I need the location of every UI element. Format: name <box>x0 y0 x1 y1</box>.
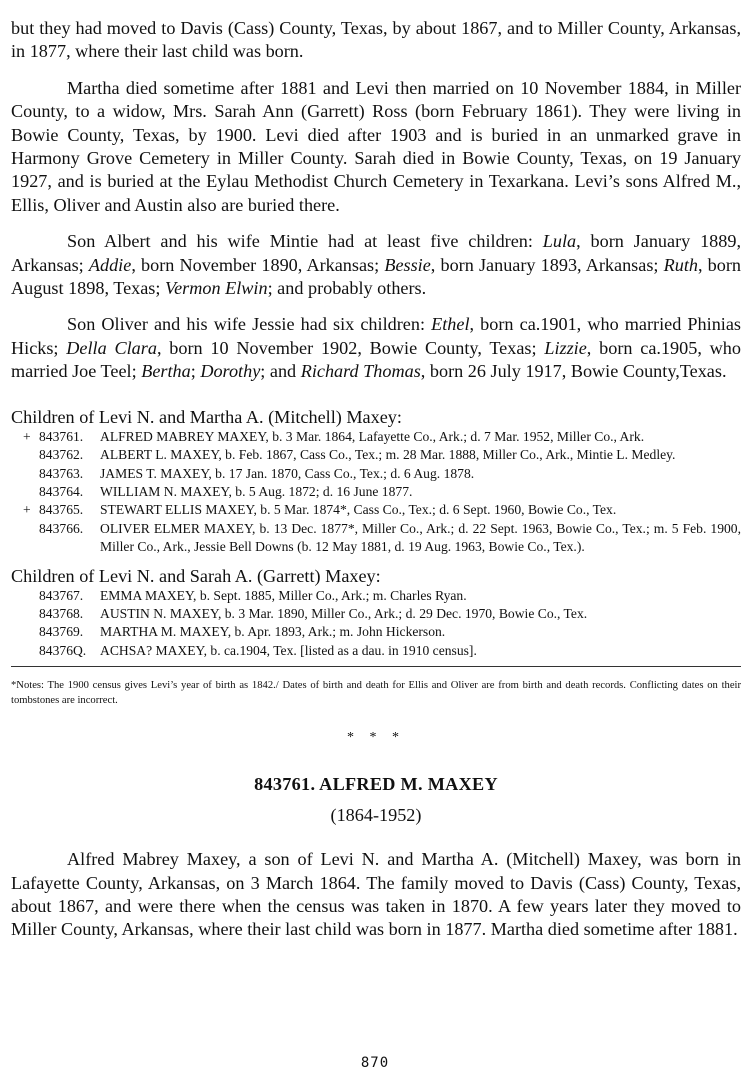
descendant-marker: + <box>23 428 31 444</box>
child-entry <box>11 483 741 501</box>
child-number: 843765. <box>39 502 84 518</box>
descendant-marker: + <box>23 502 31 518</box>
children-martha-title: Children of Levi N. and Martha A. (Mitchell) Maxey: <box>11 406 402 427</box>
child-entry <box>11 428 741 446</box>
section-separator: * * * <box>347 730 405 746</box>
section-dates: (1864-1952) <box>330 805 422 826</box>
intro-paragraph-continued: but they had moved to Davis (Cass) County, Texas, by about 1867, and to Miller County, Arkansas, in 1877, where their last child was born. <box>11 18 741 62</box>
notes-divider <box>11 666 741 667</box>
child-text: EMMA MAXEY, b. Sept. 1885, Miller Co., Ark.; m. Charles Ryan. <box>100 587 467 603</box>
text-run: , born 26 July 1917, Bowie County,Texas. <box>420 361 727 382</box>
child-name: Lula <box>542 231 577 252</box>
section-heading: 843761. ALFRED M. MAXEY <box>254 774 498 795</box>
text-run: , born ca.1901, who married Phinias Hicks; <box>11 314 741 358</box>
footnote: *Notes: The 1900 census gives Levi’s year of birth as 1842./ Dates of birth and death for Ellis and Oliver are from birth and death records. Conflicting dates on their tombstones are incorrect. <box>11 680 741 706</box>
child-number: 843769. <box>39 624 84 640</box>
child-text: MARTHA M. MAXEY, b. Apr. 1893, Ark.; m. John Hickerson. <box>100 624 446 640</box>
child-text: JAMES T. MAXEY, b. 17 Jan. 1870, Cass Co., Tex.; d. 6 Aug. 1878. <box>100 465 475 481</box>
child-number: 843766. <box>39 520 84 536</box>
child-name: Lizzie <box>544 337 587 358</box>
text-run: ; and <box>260 361 301 382</box>
child-number: 843768. <box>39 605 84 621</box>
child-name: Vermon Elwin <box>165 278 268 299</box>
text-run: Son Oliver and his wife Jessie had six children: <box>67 314 432 335</box>
document-page <box>11 0 741 942</box>
child-text: OLIVER ELMER MAXEY, b. 13 Dec. 1877*, Miller Co., Ark.; d. 22 Sept. 1963, Bowie Co., Tex.; m. 5 Feb. 1900, Miller Co., Ark., Jessie Bell Downs (b. 12 May 1881, d. 19 Aug. 1963, Bowie Co., Tex.). <box>100 520 741 555</box>
text-run: , born November 1890, Arkansas; <box>131 254 385 275</box>
child-entry <box>11 501 741 519</box>
text-run: , born ca.1905, who married Joe Teel; <box>11 337 741 382</box>
section-paragraph: Alfred Mabrey Maxey, a son of Levi N. and Martha A. (Mitchell) Maxey, was born in Lafayette County, Arkansas, on 3 March 1864. The family moved to Davis (Cass) County, Texas, about 1867, and were there when the census was taken in 1870. A few years later they moved to Miller County, Arkansas, where their last child was born in 1877. Martha died sometime after 1881. <box>11 849 741 940</box>
child-number: 843761. <box>39 428 84 444</box>
intro-paragraph-martha: Martha died sometime after 1881 and Levi then married on 10 November 1884, in Miller County, to a widow, Mrs. Sarah Ann (Garrett) Ross (born February 1861). They were living in Bowie County, Texas, by 1900. Levi died after 1903 and is buried in an unmarked grave in Harmony Grove Cemetery in Miller County. Sarah died in Bowie County, Texas, on 19 January 1927, and is buried at the Eylau Methodist Church Cemetery in Texarkana. Levi’s sons Alfred M., Ellis, Oliver and Austin also are buried there. <box>11 77 741 215</box>
text-run: Son Albert and his wife Mintie had at least five children: <box>67 231 543 252</box>
albert-children-paragraph <box>11 230 741 300</box>
child-text: WILLIAM N. MAXEY, b. 5 Aug. 1872; d. 16 June 1877. <box>100 483 413 499</box>
child-name: Richard Thomas <box>300 361 421 382</box>
child-name: Addie <box>88 254 132 275</box>
children-sarah-list <box>11 587 741 661</box>
child-text: STEWART ELLIS MAXEY, b. 5 Mar. 1874*, Cass Co., Tex.; d. 6 Sept. 1960, Bowie Co., Tex. <box>100 502 617 518</box>
child-entry <box>11 642 741 660</box>
child-name: Ethel <box>431 314 470 335</box>
child-name: Della Clara <box>66 337 157 358</box>
text-run: ; <box>190 361 201 382</box>
child-text: ACHSA? MAXEY, b. ca.1904, Tex. [listed as a dau. in 1910 census]. <box>100 642 477 658</box>
child-text: ALFRED MABREY MAXEY, b. 3 Mar. 1864, Lafayette Co., Ark.; d. 7 Mar. 1952, Miller Co., Ark. <box>100 428 645 444</box>
child-text: ALBERT L. MAXEY, b. Feb. 1867, Cass Co., Tex.; m. 28 Mar. 1888, Miller Co., Ark., Mintie L. Medley. <box>100 447 676 463</box>
text-run: , born January 1889, Arkansas; <box>11 231 741 275</box>
child-name: Bertha <box>141 361 191 382</box>
text-run: , born January 1893, Arkansas; <box>430 254 664 275</box>
children-martha-list <box>11 428 741 557</box>
child-entry <box>11 623 741 641</box>
child-name: Dorothy <box>200 361 261 382</box>
child-number: 84376Q. <box>39 642 87 658</box>
child-entry <box>11 605 741 623</box>
child-name: Ruth <box>663 254 698 275</box>
child-number: 843767. <box>39 587 84 603</box>
child-entry <box>11 587 741 605</box>
child-entry <box>11 446 741 464</box>
child-number: 843764. <box>39 483 84 499</box>
text-run: , born August 1898, Texas; <box>11 254 741 299</box>
child-text: AUSTIN N. MAXEY, b. 3 Mar. 1890, Miller Co., Ark.; d. 29 Dec. 1970, Bowie Co., Tex. <box>100 605 588 621</box>
child-entry <box>11 465 741 483</box>
text-run: ; and probably others. <box>267 278 427 299</box>
child-entry <box>11 520 741 557</box>
child-number: 843763. <box>39 465 84 481</box>
oliver-children-paragraph <box>11 313 741 383</box>
child-number: 843762. <box>39 447 84 463</box>
children-sarah-title: Children of Levi N. and Sarah A. (Garrett) Maxey: <box>11 565 381 586</box>
page-number: 870 <box>360 1055 390 1071</box>
child-name: Bessie <box>384 254 431 275</box>
text-run: , born 10 November 1902, Bowie County, Texas; <box>156 337 545 358</box>
